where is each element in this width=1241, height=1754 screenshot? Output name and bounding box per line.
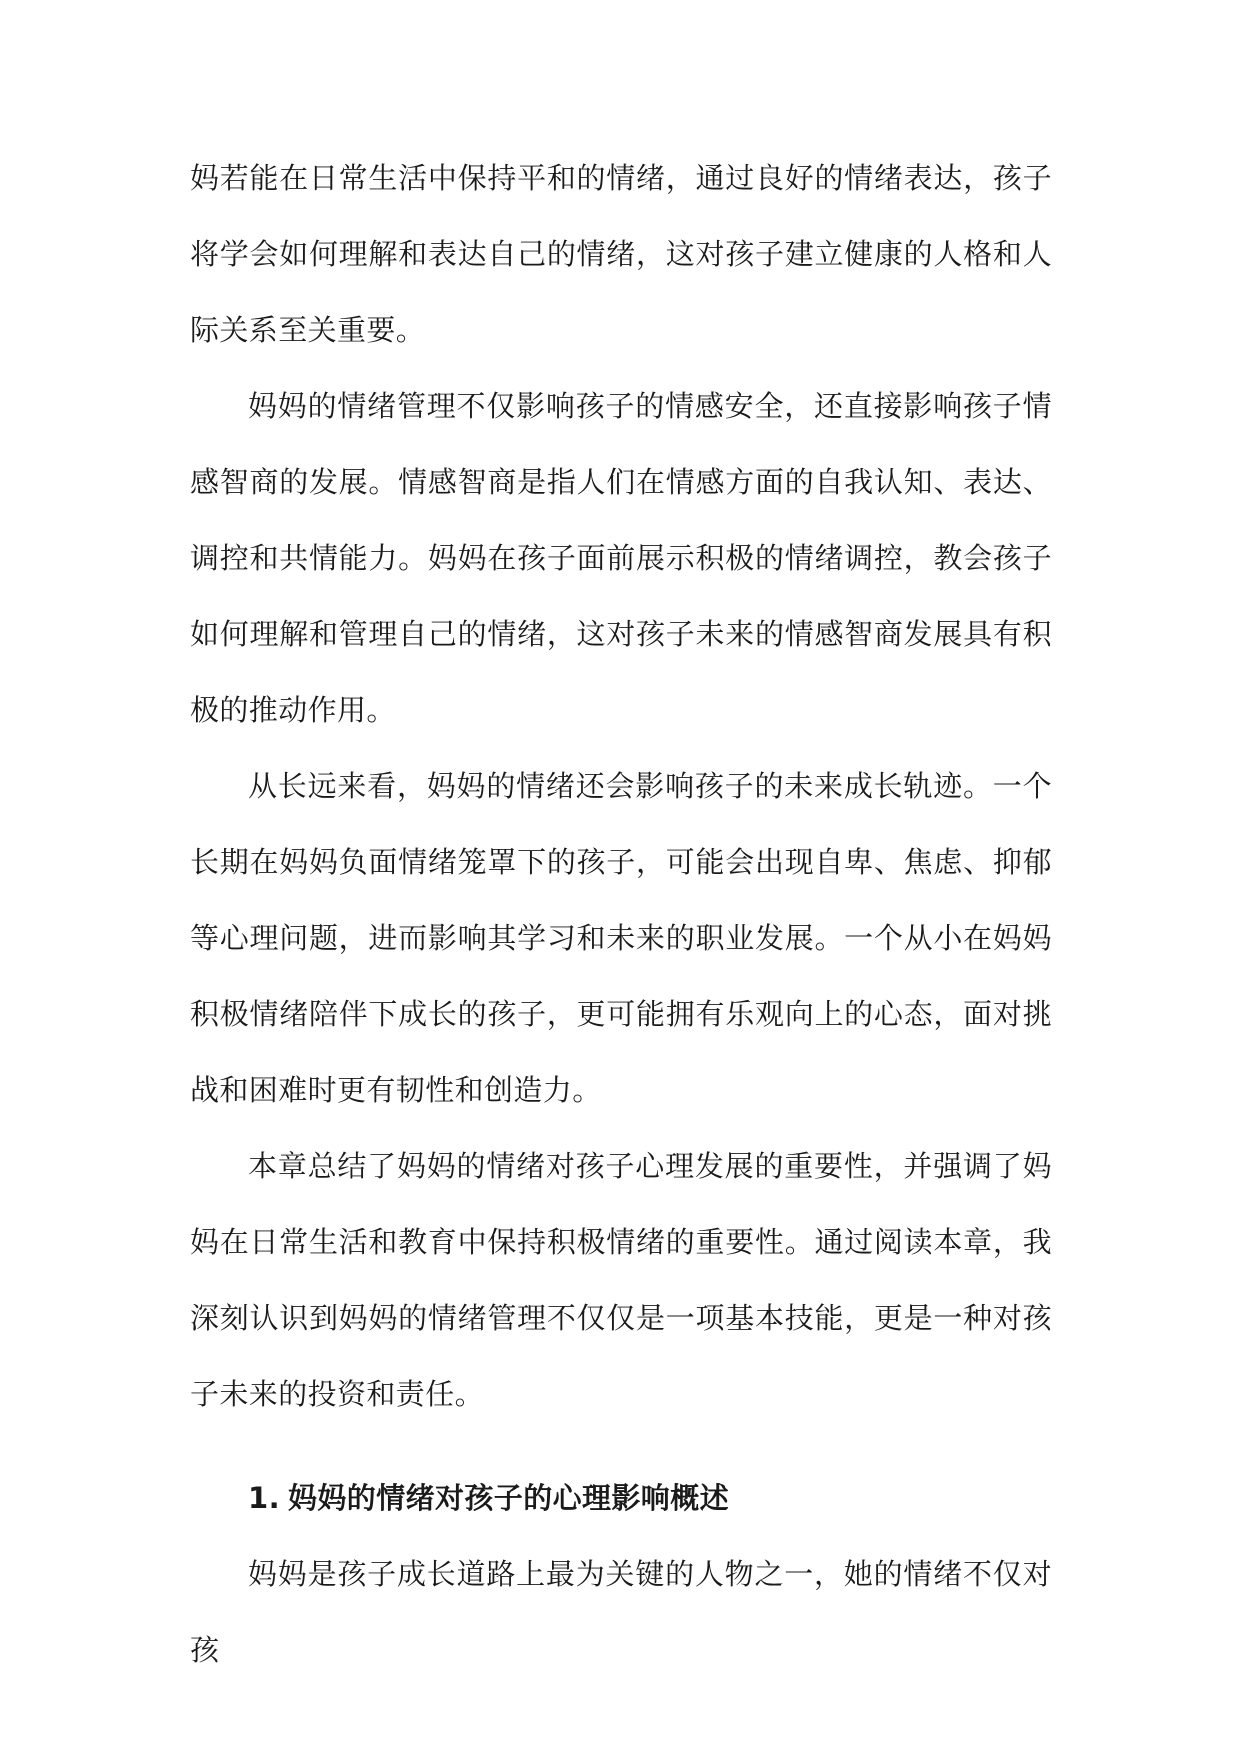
paragraph-chapter-summary: 本章总结了妈妈的情绪对孩子心理发展的重要性，并强调了妈妈在日常生活和教育中保持积极情绪的重要性。通过阅读本章，我深刻认识到妈妈的情绪管理不仅仅是一项基本技能，更是一种对孩子未来的投资和责任。	[190, 1149, 1052, 1411]
section-title: 妈妈的情绪对孩子的心理影响概述	[288, 1481, 730, 1515]
paragraph-section-intro: 妈妈是孩子成长道路上最为关键的人物之一，她的情绪不仅对孩	[190, 1557, 1052, 1667]
document-page	[190, 140, 1052, 1688]
paragraph-long-term-impact: 从长远来看，妈妈的情绪还会影响孩子的未来成长轨迹。一个长期在妈妈负面情绪笼罩下的孩子，可能会出现自卑、焦虑、抑郁等心理问题，进而影响其学习和未来的职业发展。一个从小在妈妈积极情绪陪伴下成长的孩子，更可能拥有乐观向上的心态，面对挑战和困难时更有韧性和创造力。	[190, 769, 1052, 1107]
paragraph-emotional-intelligence: 妈妈的情绪管理不仅影响孩子的情感安全，还直接影响孩子情感智商的发展。情感智商是指人们在情感方面的自我认知、表达、调控和共情能力。妈妈在孩子面前展示积极的情绪调控，教会孩子如何理解和管理自己的情绪，这对孩子未来的情感智商发展具有积极的推动作用。	[190, 389, 1052, 727]
section-heading	[190, 1460, 1052, 1536]
paragraph-continuation: 妈若能在日常生活中保持平和的情绪，通过良好的情绪表达，孩子将学会如何理解和表达自己的情绪，这对孩子建立健康的人格和人际关系至关重要。	[190, 161, 1052, 347]
section-number: 1.	[248, 1481, 280, 1515]
